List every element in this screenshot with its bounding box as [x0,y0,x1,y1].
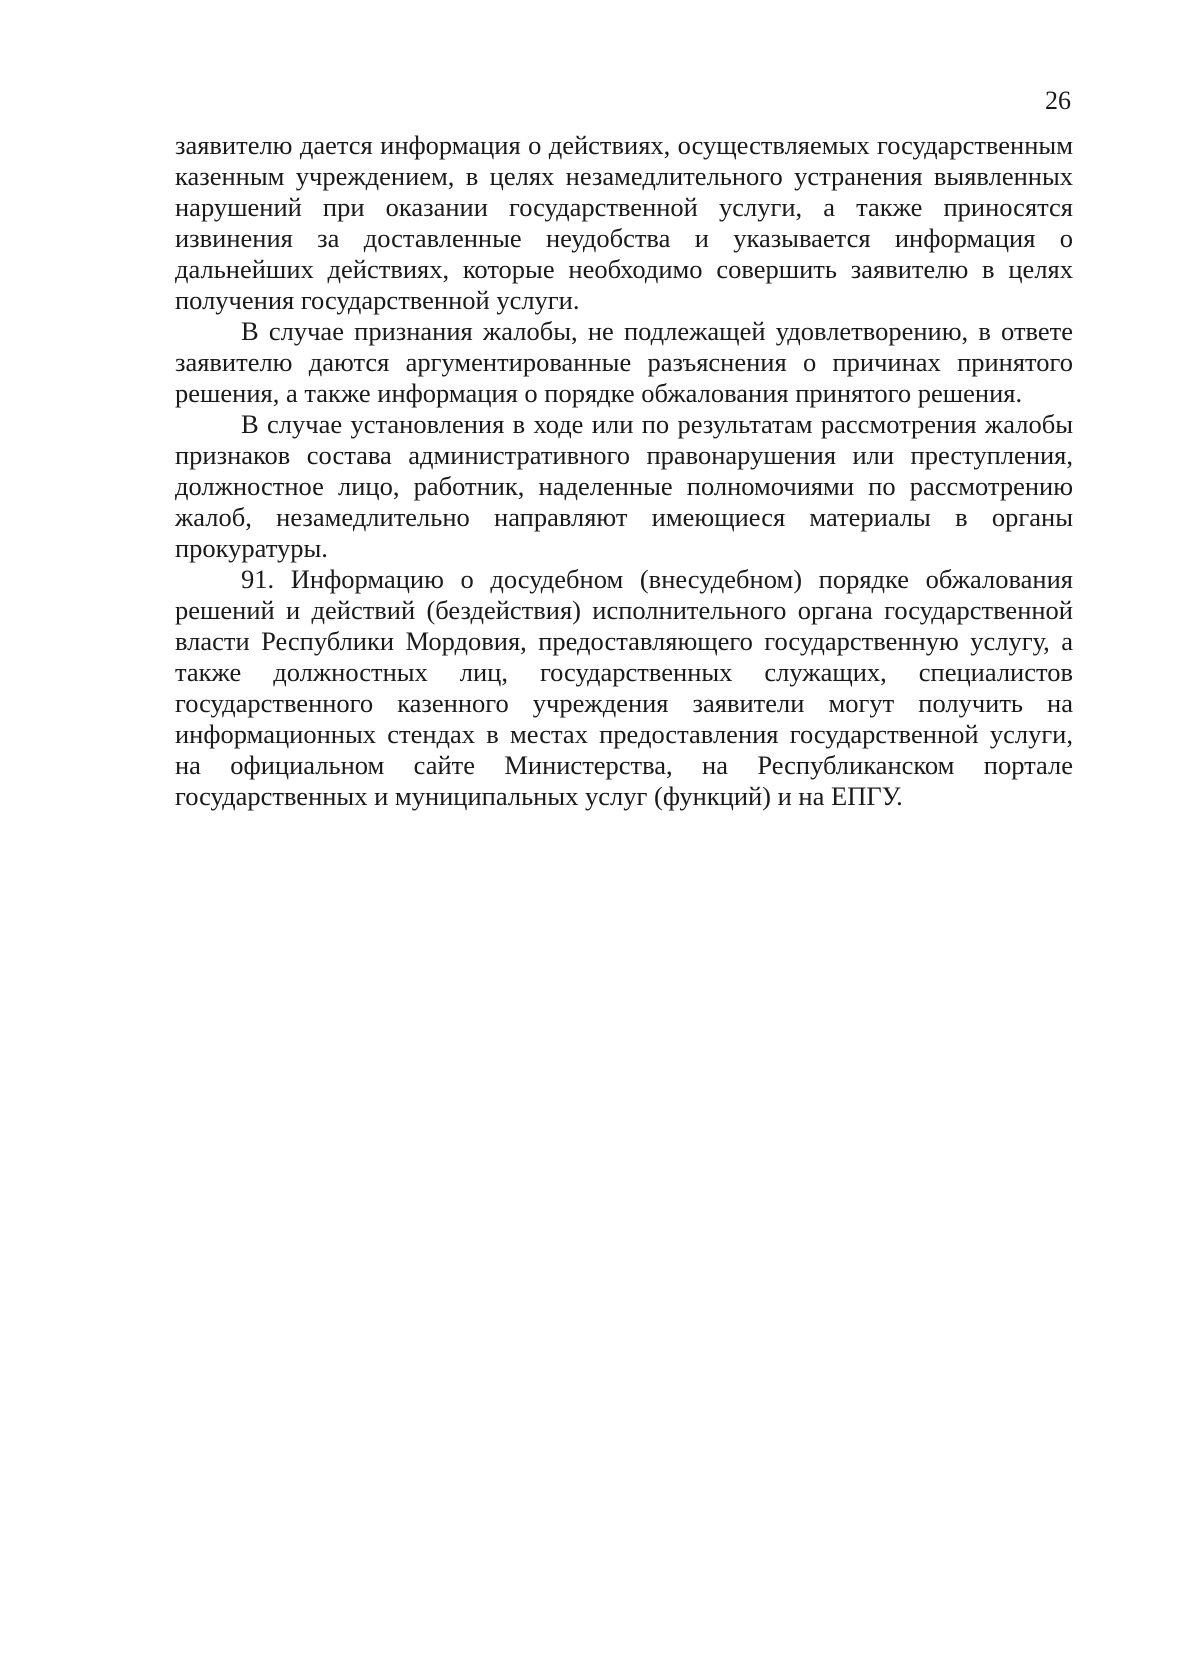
paragraph-item-91: 91. Информацию о досудебном (внесудебном) порядке обжалования решений и действий (бездействия) исполнительного органа государственной власти Республики Мордовия, предоставляющего государственную услугу, а также должностных лиц, государственных служащих, специалистов государственного казенного учреждения заявители могут получить на информационных стендах в местах предоставления государственной услуги, на официальном сайте Министерства, на Республиканском портале государственных и муниципальных услуг (функций) и на ЕПГУ. [175,564,1073,811]
paragraph-complaint-rejected: В случае признания жалобы, не подлежащей удовлетворению, в ответе заявителю даются аргументированные разъяснения о причинах принятого решения, а также информация о порядке обжалования принятого решения. [175,316,1073,408]
paragraph-continuation: заявителю дается информация о действиях, осуществляемых государственным казенным учреждением, в целях незамедлительного устранения выявленных нарушений при оказании государственной услуги, а также приносятся извинения за доставленные неудобства и указывается информация о дальнейших действиях, которые необходимо совершить заявителю в целях получения государственной услуги. [175,130,1073,315]
page-number: 26 [1045,86,1071,115]
document-body [175,130,1073,812]
paragraph-offense-detected: В случае установления в ходе или по результатам рассмотрения жалобы признаков состава административного правонарушения или преступления, должностное лицо, работник, наделенные полномочиями по рассмотрению жалоб, незамедлительно направляют имеющиеся материалы в органы прокуратуры. [175,409,1073,563]
